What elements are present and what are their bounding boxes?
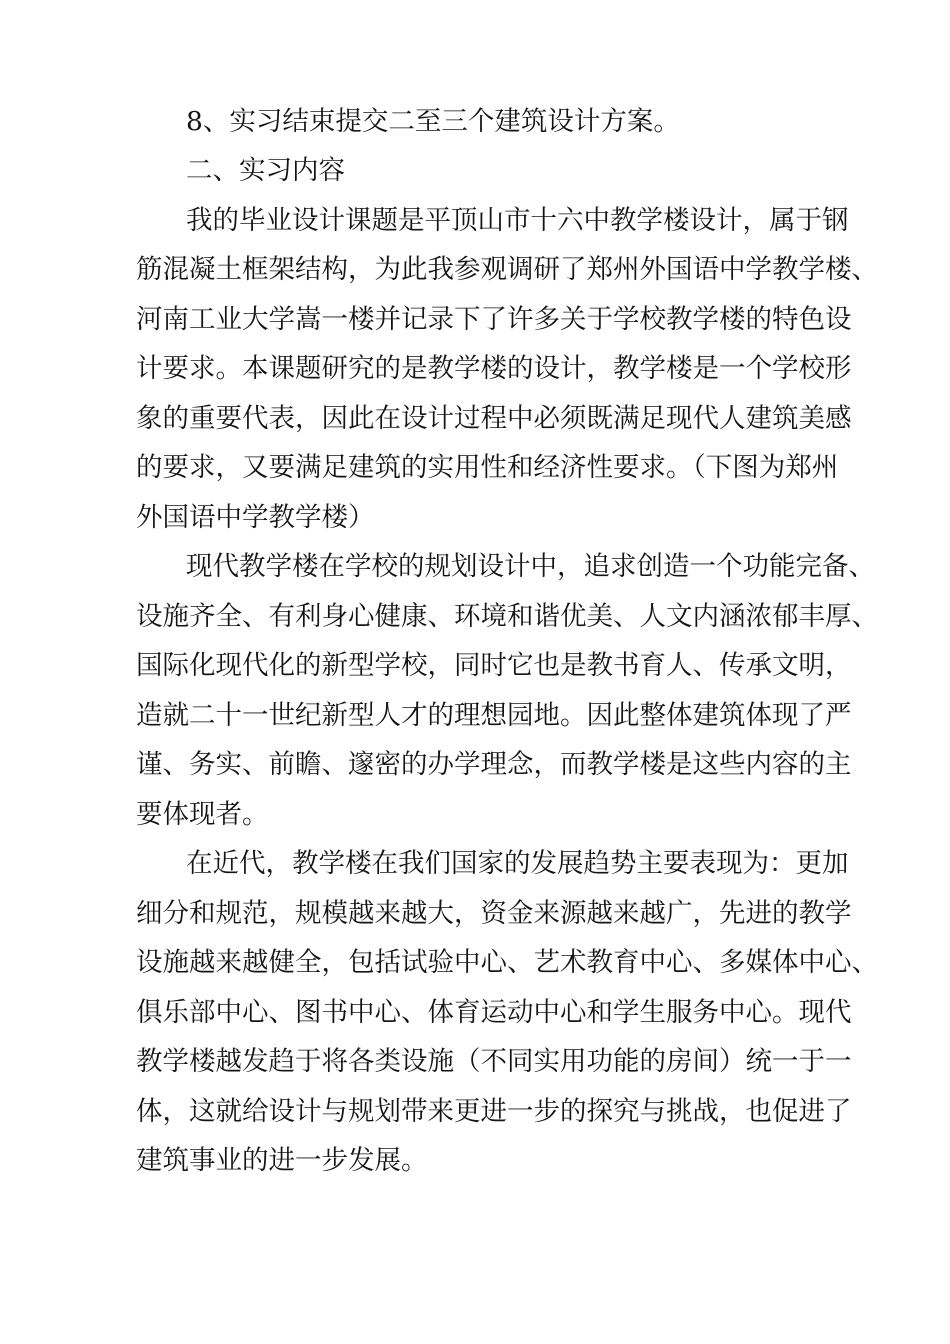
paragraph-1-line: 河南工业大学嵩一楼并记录下了许多关于学校教学楼的特色设: [136, 304, 852, 335]
paragraph-1-line: 我的毕业设计课题是平顶山市十六中教学楼设计，属于钢: [186, 205, 849, 236]
paragraph-3-line: 细分和规范，规模越来越大，资金来源越来越广，先进的教学: [136, 898, 852, 929]
paragraph-3-line: 体，这就给设计与规划带来更进一步的探究与挑战，也促进了: [136, 1096, 852, 1127]
paragraph-1-line: 计要求。本课题研究的是教学楼的设计，教学楼是一个学校形: [136, 353, 852, 384]
paragraph-2-line: 谨、务实、前瞻、邃密的办学理念，而教学楼是这些内容的主: [136, 749, 852, 780]
paragraph-1-line: 象的重要代表，因此在设计过程中必须既满足现代人建筑美感: [136, 403, 852, 434]
paragraph-3-line: 教学楼越发趋于将各类设施（不同实用功能的房间）统一于一: [136, 1046, 852, 1077]
list-item-8: 8、实习结束提交二至三个建筑设计方案。: [186, 106, 680, 137]
paragraph-2-line: 要体现者。: [136, 799, 269, 830]
section-heading: 二、实习内容: [186, 155, 345, 186]
paragraph-1-line: 的要求，又要满足建筑的实用性和经济性要求。（下图为郑州: [136, 452, 839, 483]
paragraph-3-line: 在近代，教学楼在我们国家的发展趋势主要表现为：更加: [186, 848, 849, 879]
paragraph-2-line: 国际化现代化的新型学校，同时它也是教书育人、传承文明，: [136, 650, 852, 681]
paragraph-1-line: 筋混凝土框架结构，为此我参观调研了郑州外国语中学教学楼、: [136, 254, 878, 285]
paragraph-2-line: 现代教学楼在学校的规划设计中，追求创造一个功能完备、: [186, 551, 875, 582]
paragraph-1-line: 外国语中学教学楼）: [136, 502, 375, 533]
paragraph-3-line: 设施越来越健全，包括试验中心、艺术教育中心、多媒体中心、: [136, 947, 878, 978]
paragraph-3-line: 建筑事业的进一步发展。: [136, 1145, 428, 1176]
paragraph-2-line: 设施齐全、有利身心健康、环境和谐优美、人文内涵浓郁丰厚、: [136, 601, 878, 632]
paragraph-2-line: 造就二十一世纪新型人才的理想园地。因此整体建筑体现了严: [136, 700, 852, 731]
paragraph-3-line: 俱乐部中心、图书中心、体育运动中心和学生服务中心。现代: [136, 997, 852, 1028]
